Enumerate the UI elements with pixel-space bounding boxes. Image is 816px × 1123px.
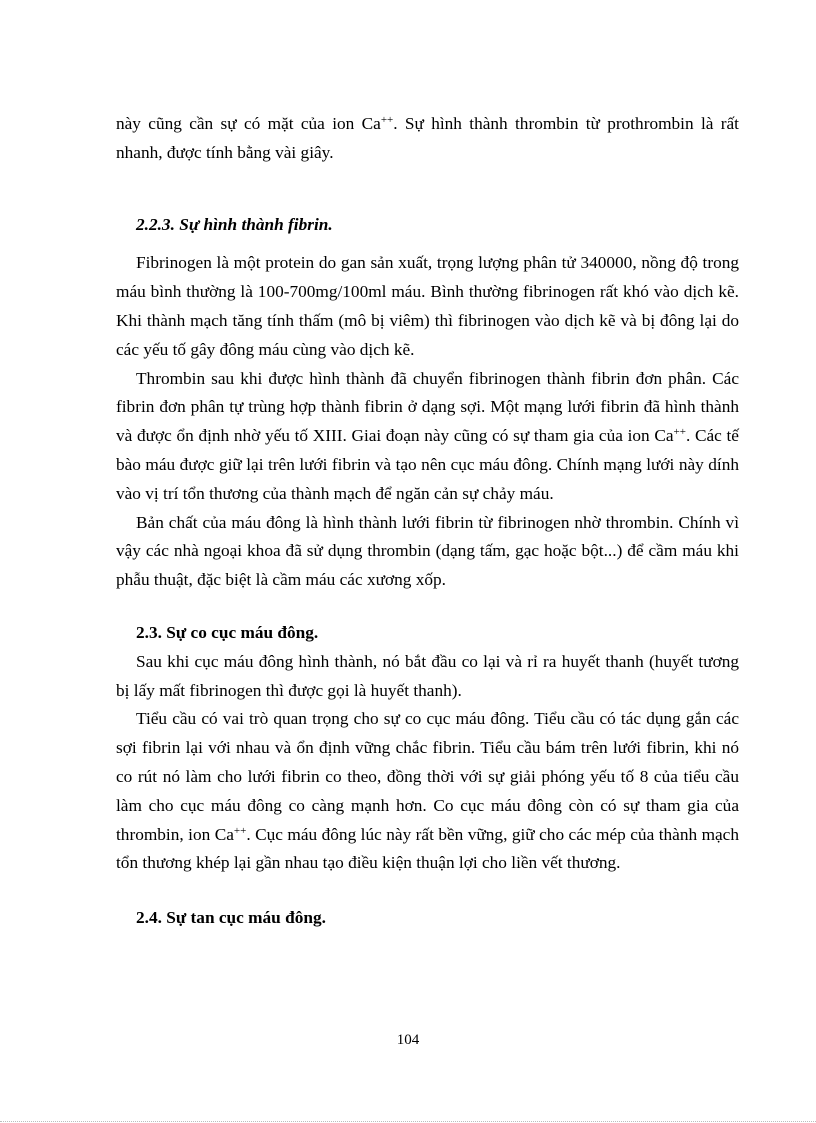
page-number: 104 [396,1032,420,1048]
paragraph-platelets: Tiểu cầu có vai trò quan trọng cho sự co cục máu đông. Tiểu cầu có tác dụng gắn các sợi fibrin lại với nhau và ổn định vững chắc fibrin. Tiểu cầu bám trên lưới fibrin, khi nó co rút nó làm cho lưới fibrin co theo, đồng thời với sự giải phóng yếu tố 8 của tiểu cầu làm cho cục máu đông co càng mạnh hơn. Co cục máu đông còn có sự tham gia của thrombin, ion Ca++. Cục máu đông lúc này rất bền vững, giữ cho các mép của thành mạch tổn thương khép lại gần nhau tạo điều kiện thuận lợi cho liền vết thương. [116,709,739,873]
superscript-charge: ++ [380,114,394,126]
paragraph-thrombin-formation: này cũng cần sự có mặt của ion Ca++. Sự hình thành thrombin từ prothrombin là rất nhanh, được tính bằng vài giây. [116,114,739,162]
superscript-charge: ++ [233,824,247,837]
heading-2-2-3: 2.2.3. Sự hình thành fibrin. [136,214,333,234]
paragraph-clot-retraction: Sau khi cục máu đông hình thành, nó bắt đầu co lại và rỉ ra huyết thanh (huyết tương bị lấy mất fibrinogen thì được gọi là huyết thanh). [116,651,739,700]
paragraph-thrombin-fibrin: Thrombin sau khi được hình thành đã chuyển fibrinogen thành fibrin đơn phân. Các fibrin đơn phân tự trùng hợp thành fibrin ở dạng sợi. Một mạng lưới fibrin đã hình thành và được ổn định nhờ yếu tố XIII. Giai đoạn này cũng có sự tham gia của ion Ca++. Các tế bào máu được giữ lại trên lưới fibrin và tạo nên cục máu đông. Chính mạng lưới này dính vào vị trí tổn thương của thành mạch để ngăn cản sự chảy máu. [116,368,739,503]
paragraph-fibrinogen: Fibrinogen là một protein do gan sản xuất, trọng lượng phân tử 340000, nồng độ trong máu bình thường là 100-700mg/100ml máu. Bình thường fibrinogen rất khó vào dịch kẽ. Khi thành mạch tăng tính thấm (mô bị viêm) thì fibrinogen vào dịch kẽ và bị đông lại do các yếu tố gây đông máu cùng vào dịch kẽ. [116,253,739,359]
heading-2-4: 2.4. Sự tan cục máu đông. [136,908,326,928]
paragraph-clot-nature: Bản chất của máu đông là hình thành lưới fibrin từ fibrinogen nhờ thrombin. Chính vì vậy các nhà ngoại khoa đã sử dụng thrombin (dạng tấm, gạc hoặc bột...) để cầm máu khi phẫu thuật, đặc biệt là cầm máu các xương xốp. [116,512,739,590]
page-divider [0,1121,816,1122]
document-body [116,110,739,933]
heading-2-3: 2.3. Sự co cục máu đông. [136,622,319,642]
superscript-charge: ++ [673,426,686,439]
